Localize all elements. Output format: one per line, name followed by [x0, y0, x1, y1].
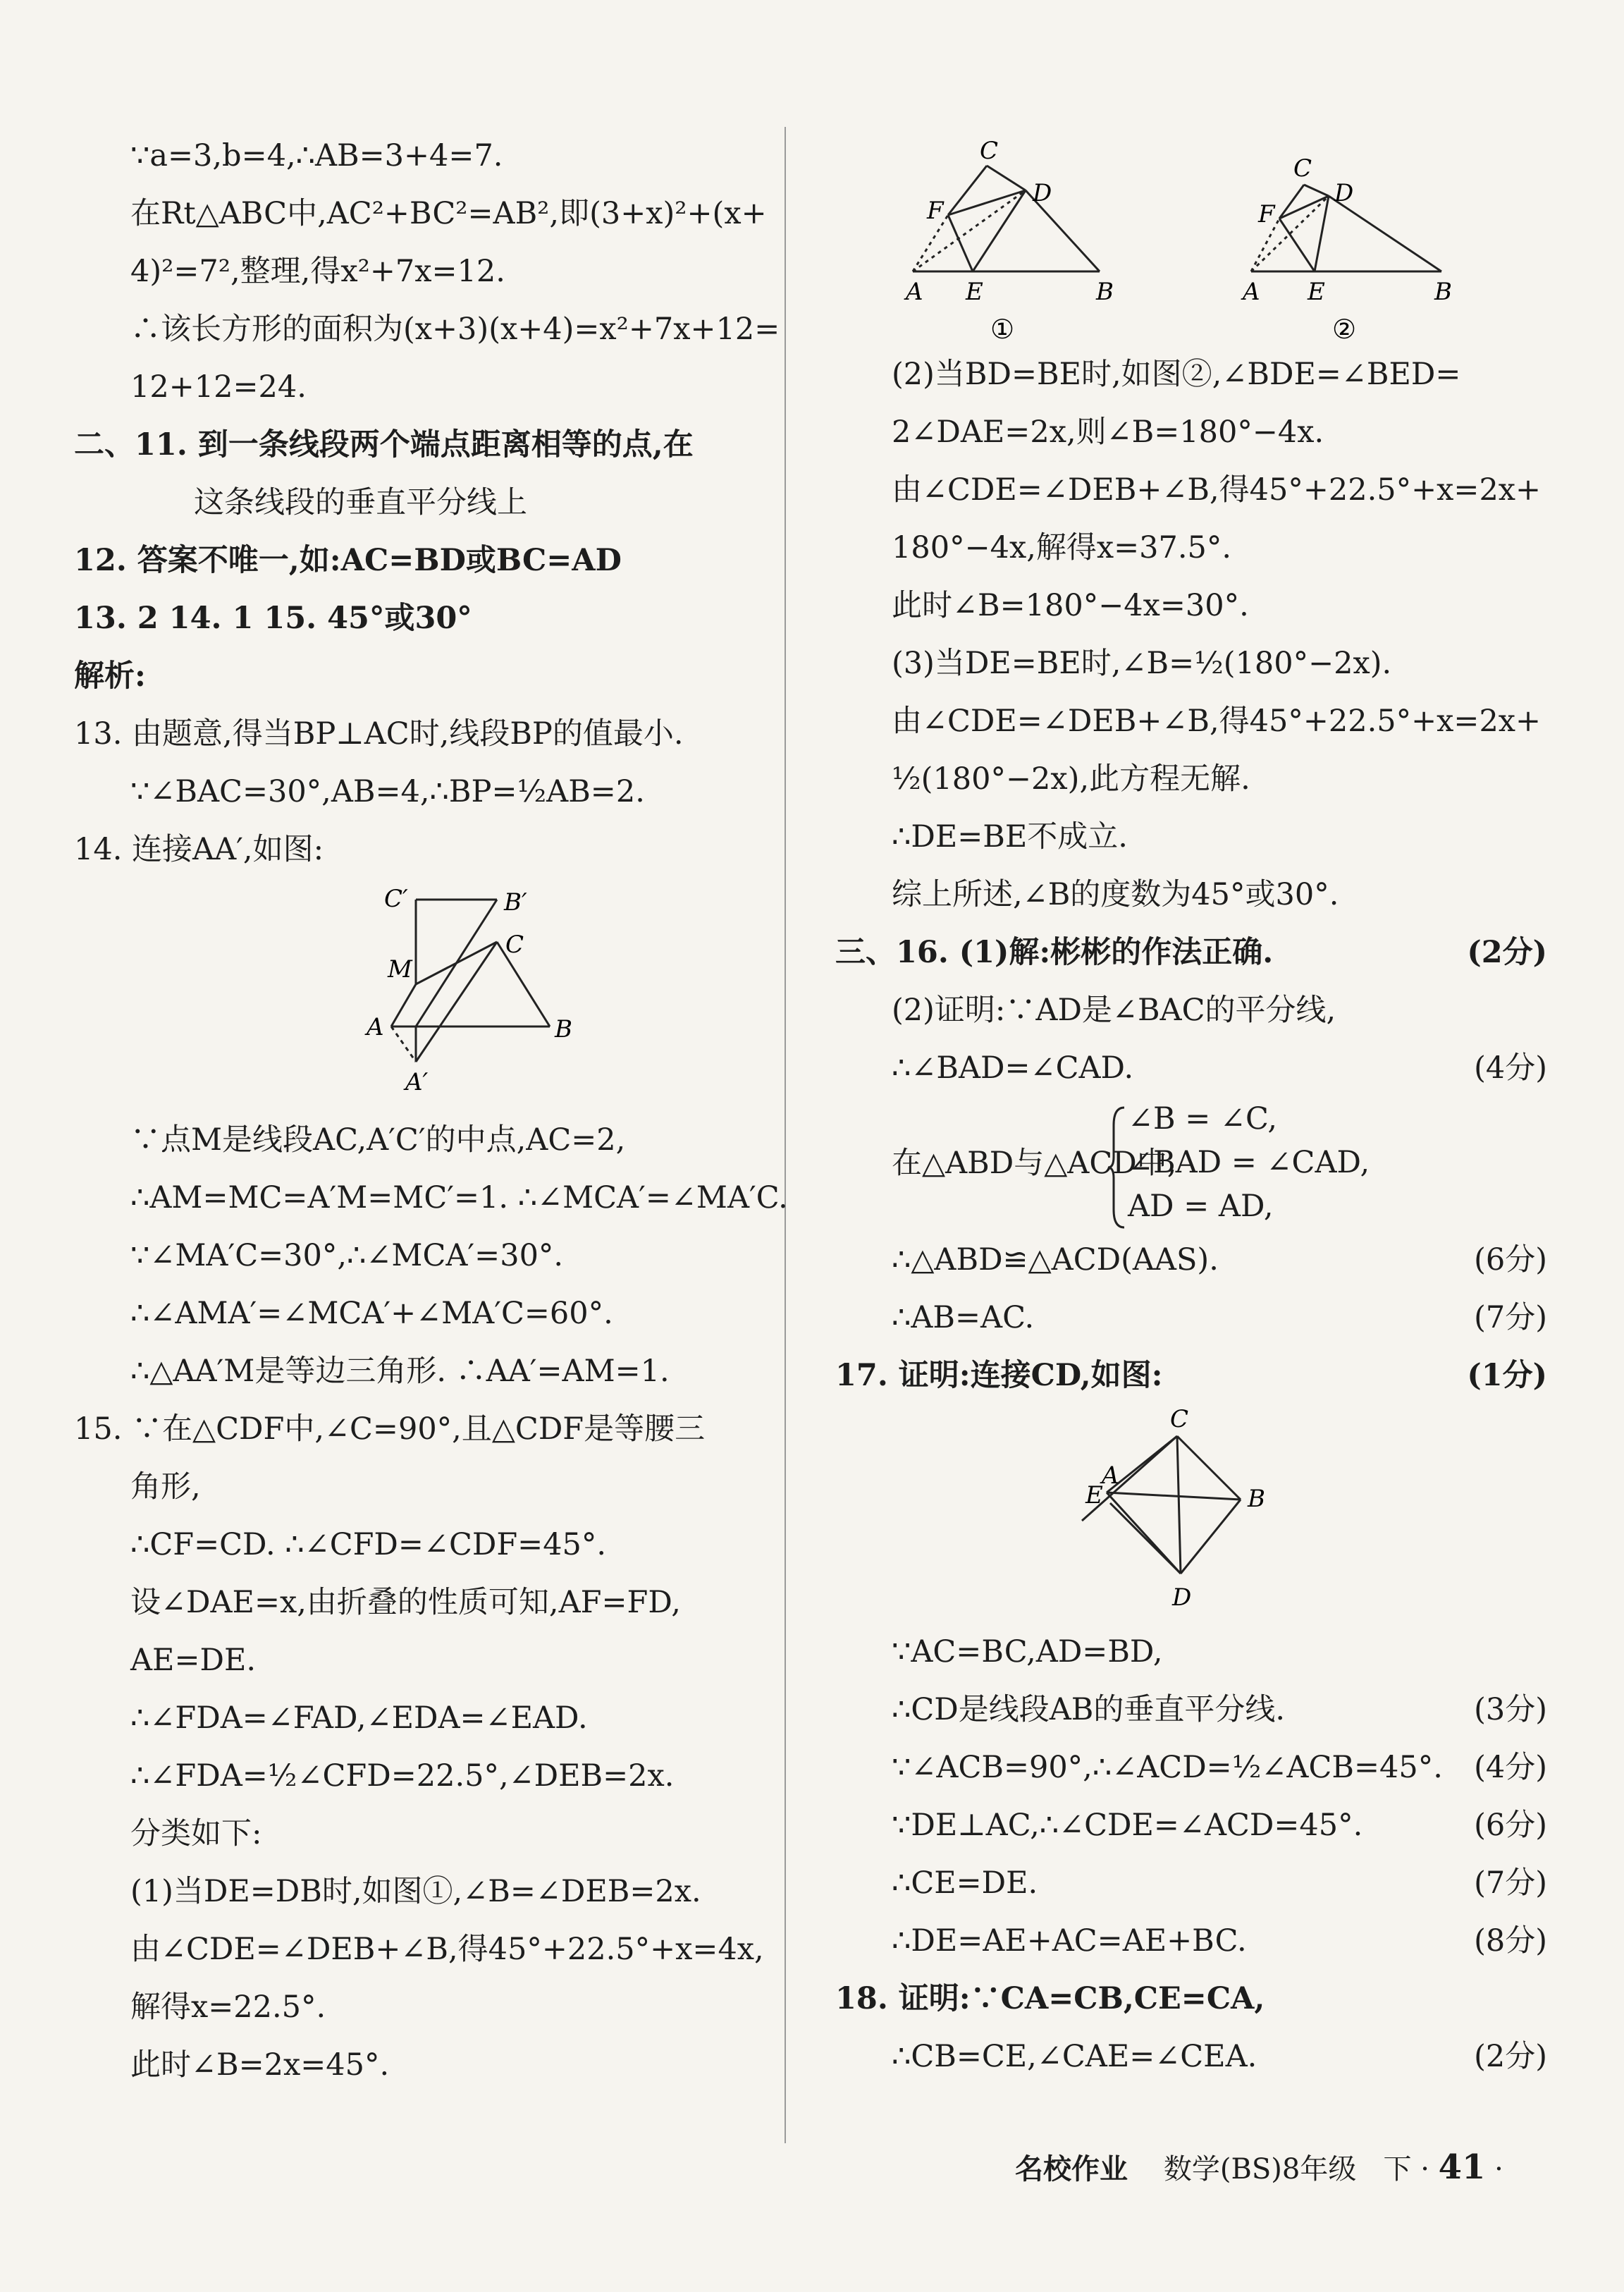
q16-line [835, 1039, 1547, 1097]
figure-17-svg [835, 1404, 1547, 1623]
q18-heading: 18. 证明:∵CA=CB,CE=CA, [835, 1981, 1265, 2016]
analysis-heading: 解析: [74, 658, 146, 694]
q16-text: ∴△ABD≌△ACD(AAS). [892, 1242, 1219, 1277]
q16-line [835, 1289, 1547, 1347]
q17-line [835, 1681, 1547, 1739]
text-line: 4)²=7²,整理,得x²+7x=12. [130, 254, 505, 289]
fig17-label-E: E [1085, 1481, 1103, 1509]
fig2-label-F: F [1258, 200, 1275, 228]
q16-text: (2)证明:∵AD是∠BAC的平分线, [892, 993, 1336, 1028]
score: (7分) [1474, 1865, 1547, 1901]
q17-line [835, 1739, 1547, 1796]
brace-item: ∠B = ∠C, [1128, 1101, 1278, 1136]
score: (6分) [1474, 1242, 1547, 1277]
answer-16 [835, 924, 1547, 981]
score: (6分) [1474, 1808, 1547, 1843]
text-line: ∴∠AMA′=∠MCA′+∠MA′C=60°. [130, 1296, 613, 1331]
answer-15: 15. ∵在△CDF中,∠C=90°,且△CDF是等腰三 [74, 1411, 706, 1447]
score: (4分) [1474, 1750, 1547, 1785]
answer-12: 12. 答案不唯一,如:AC=BD或BC=AD [74, 543, 622, 578]
dot: · [1420, 2153, 1429, 2186]
score: (7分) [1474, 1300, 1547, 1335]
fig1-label-E: E [966, 278, 983, 306]
score: (8分) [1474, 1923, 1547, 1959]
fig17-label-B: B [1248, 1485, 1265, 1513]
label-C-prime: C′ [384, 885, 408, 913]
fig1-label-F: F [927, 197, 944, 225]
brace-items [1128, 1097, 1370, 1228]
label-C: C [505, 931, 524, 959]
q17-text: ∵AC=BC,AD=BD, [892, 1634, 1163, 1669]
text-line: ∵点M是线段AC,A′C′的中点,AC=2, [130, 1122, 626, 1158]
brace-label: 在△ABD与△ACD中, [892, 1146, 1177, 1181]
q18-line [835, 2028, 1547, 2085]
text-line: 2∠DAE=2x,则∠B=180°−4x. [892, 415, 1324, 450]
text-line: 180°−4x,解得x=37.5°. [892, 530, 1232, 565]
brace-item: AD = AD, [1128, 1189, 1274, 1224]
text-line: (3)当DE=BE时,∠B=½(180°−2x). [892, 646, 1392, 681]
figures-15-svg [835, 134, 1547, 345]
figure-14-svg [74, 878, 765, 1111]
text-line: ∴∠FDA=∠FAD,∠EDA=∠EAD. [130, 1700, 588, 1736]
brace-item: ∠BAD = ∠CAD, [1128, 1145, 1370, 1180]
brand: 名校作业 [1015, 2152, 1128, 2186]
q17-text: ∴CD是线段AB的垂直平分线. [892, 1692, 1286, 1727]
q16-line [835, 981, 1547, 1039]
column-divider [785, 127, 786, 2143]
brace-system [835, 1097, 1547, 1231]
label-A-prime: A′ [405, 1068, 429, 1096]
text-line: AE=DE. [130, 1643, 257, 1678]
fig17-label-A: A [1102, 1461, 1119, 1490]
text-line: ∵∠BAC=30°,AB=4,∴BP=½AB=2. [130, 774, 645, 809]
answer-13: 13. 由题意,得当BP⊥AC时,线段BP的值最小. [74, 716, 684, 752]
fig1-label-B: B [1096, 278, 1114, 306]
dot: · [1494, 2153, 1503, 2186]
text-line: 设∠DAE=x,由折叠的性质可知,AF=FD, [130, 1585, 681, 1620]
q18-text: ∴CB=CE,∠CAE=∠CEA. [892, 2039, 1257, 2074]
fig17-label-D: D [1172, 1583, 1192, 1612]
text-line: ∵∠MA′C=30°,∴∠MCA′=30°. [130, 1238, 564, 1273]
text-line: ∴该长方形的面积为(x+3)(x+4)=x²+7x+12= [130, 312, 780, 347]
text-line: 分类如下: [130, 1816, 262, 1851]
fig2-label-D: D [1334, 179, 1354, 207]
fig1-caption: ① [990, 314, 1015, 345]
answer-17 [835, 1347, 1547, 1404]
label-B: B [555, 1015, 572, 1043]
q17-line [835, 1854, 1547, 1912]
answers-13-15: 13. 2 14. 1 15. 45°或30° [74, 601, 472, 636]
answer-18 [835, 1970, 1547, 2028]
label-M: M [388, 955, 412, 983]
fig1-label-C: C [980, 137, 999, 165]
subject: 数学(BS)8年级 [1163, 2153, 1357, 2186]
text-line: 在Rt△ABC中,AC²+BC²=AB²,即(3+x)²+(x+ [130, 196, 767, 231]
fig2-label-B: B [1434, 278, 1452, 306]
q16-text: ∴AB=AC. [892, 1300, 1035, 1335]
score: (2分) [1474, 2039, 1547, 2074]
fig2-caption: ② [1332, 314, 1357, 345]
text-line: 综上所述,∠B的度数为45°或30°. [892, 877, 1339, 912]
text-line: 由∠CDE=∠DEB+∠B,得45°+22.5°+x=4x, [130, 1932, 764, 1967]
fig2-label-A: A [1243, 278, 1260, 306]
figure-17 [835, 1404, 1547, 1623]
text-line: ∵a=3,b=4,∴AB=3+4=7. [130, 138, 503, 173]
fig1-label-D: D [1033, 179, 1052, 207]
q17-text: ∴CE=DE. [892, 1865, 1038, 1901]
right-column [835, 134, 1547, 2085]
q17-line [835, 1912, 1547, 1970]
q17-text: ∴DE=AE+AC=AE+BC. [892, 1923, 1247, 1959]
score: (2分) [1467, 935, 1547, 970]
text-line: ∴△AA′M是等边三角形. ∴AA′=AM=1. [130, 1354, 670, 1389]
text-line: ∴DE=BE不成立. [892, 819, 1128, 854]
text-line: ½(180°−2x),此方程无解. [892, 761, 1250, 797]
q16-text: ∴∠BAD=∠CAD. [892, 1050, 1134, 1086]
fig2-label-C: C [1293, 154, 1312, 183]
figure-14 [74, 878, 765, 1111]
text-line: ∴AM=MC=A′M=MC′=1. ∴∠MCA′=∠MA′C. [130, 1180, 788, 1215]
q17-text: ∵DE⊥AC,∴∠CDE=∠ACD=45°. [892, 1808, 1363, 1843]
q17-line [835, 1623, 1547, 1681]
text-line: 此时∠B=2x=45°. [130, 2047, 390, 2083]
score: (3分) [1474, 1692, 1547, 1727]
score: (1分) [1467, 1358, 1547, 1393]
left-column [74, 127, 788, 2094]
q17-text: ∵∠ACB=90°,∴∠ACD=½∠ACB=45°. [892, 1750, 1443, 1785]
fig1-label-A: A [906, 278, 923, 306]
term: 下 [1383, 2153, 1412, 2186]
page-number: 41 [1438, 2147, 1486, 2187]
text-line: 角形, [130, 1469, 201, 1504]
label-B-prime: B′ [504, 888, 527, 917]
text-line: ∴CF=CD. ∴∠CFD=∠CDF=45°. [130, 1527, 607, 1562]
text-line: ∴∠FDA=½∠CFD=22.5°,∠DEB=2x. [130, 1758, 675, 1794]
text-line: 此时∠B=180°−4x=30°. [892, 588, 1249, 623]
q16-line [835, 1231, 1547, 1289]
text-line: 由∠CDE=∠DEB+∠B,得45°+22.5°+x=2x+ [892, 472, 1542, 508]
q16-text: 三、16. (1)解:彬彬的作法正确. [835, 935, 1274, 970]
text-line: (2)当BD=BE时,如图②,∠BDE=∠BED= [892, 357, 1461, 392]
text-line: (1)当DE=DB时,如图①,∠B=∠DEB=2x. [130, 1874, 701, 1909]
text-line: 这条线段的垂直平分线上 [194, 485, 527, 520]
text-line: 解得x=22.5°. [130, 1990, 326, 2025]
label-A: A [367, 1013, 384, 1041]
answer-14: 14. 连接AA′,如图: [74, 832, 324, 867]
answer-11: 二、11. 到一条线段两个端点距离相等的点,在 [74, 427, 694, 462]
fig17-label-C: C [1170, 1405, 1189, 1433]
q17-line [835, 1796, 1547, 1854]
figures-15 [835, 134, 1547, 345]
fig2-label-E: E [1308, 278, 1325, 306]
page-footer [1015, 2147, 1503, 2187]
text-line: 由∠CDE=∠DEB+∠B,得45°+22.5°+x=2x+ [892, 704, 1542, 739]
left-brace [1107, 1104, 1128, 1231]
text-line: 12+12=24. [130, 369, 307, 405]
q17-heading: 17. 证明:连接CD,如图: [835, 1358, 1163, 1393]
score: (4分) [1474, 1050, 1547, 1086]
